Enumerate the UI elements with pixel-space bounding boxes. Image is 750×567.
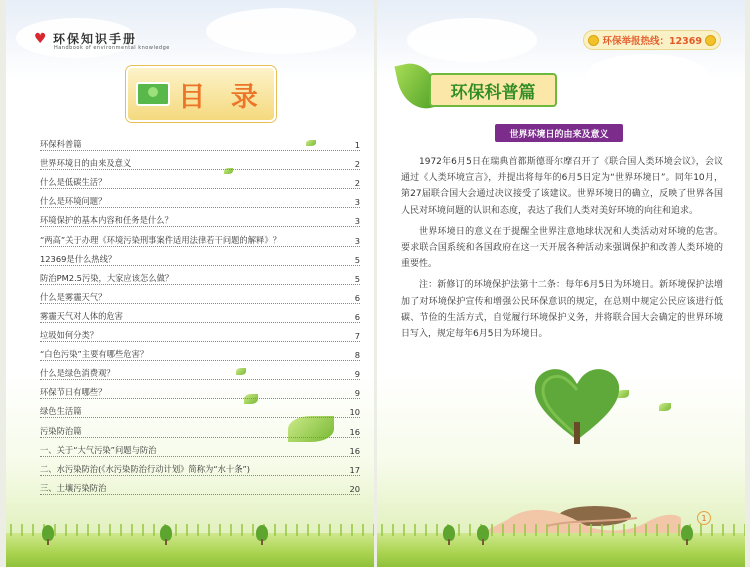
toc-item-title: 污染防治篇 bbox=[40, 425, 82, 436]
toc-item-page: 16 bbox=[349, 445, 360, 456]
sun-icon bbox=[588, 35, 599, 46]
section-title: 环保科普篇 bbox=[429, 73, 557, 107]
tree-icon bbox=[477, 525, 489, 541]
toc-item-page: 5 bbox=[354, 254, 360, 265]
toc-item-page: 7 bbox=[354, 331, 360, 342]
toc-row[interactable] bbox=[40, 304, 360, 323]
toc-item-title: “白色污染”主要有哪些危害？ bbox=[40, 349, 149, 360]
toc-title: 目 录 bbox=[178, 81, 266, 113]
toc-item-title: 环境保护的基本内容和任务是什么？ bbox=[40, 215, 173, 226]
toc-item-page: 5 bbox=[354, 273, 360, 284]
money-icon bbox=[136, 82, 170, 106]
toc-row[interactable] bbox=[40, 285, 360, 304]
tree-icon bbox=[160, 525, 172, 541]
toc-row[interactable] bbox=[40, 476, 360, 495]
heart-icon: ♥ bbox=[34, 30, 47, 47]
toc-item-title: 什么是低碳生活？ bbox=[40, 177, 107, 188]
hotline-badge bbox=[583, 30, 721, 50]
heart-tree-icon bbox=[531, 362, 623, 444]
toc-item-title: 一、关于“大气污染”问题与防治 bbox=[40, 444, 157, 455]
toc-row[interactable] bbox=[40, 266, 360, 285]
right-page bbox=[377, 0, 745, 567]
toc-item-title: 垃圾如何分类？ bbox=[40, 330, 99, 341]
paragraph: 世界环境日的意义在于提醒全世界注意地球状况和人类活动对环境的危害。要求联合国系统和各国政府在这一天开展各种活动来强调保护和改善人类环境的重要性。 bbox=[401, 226, 723, 270]
toc-item-page: 1 bbox=[354, 140, 360, 151]
toc-item-page: 20 bbox=[349, 483, 360, 494]
paragraph: 注：新修订的环境保护法第十二条：每年6月5日为环境日。新环境保护法增加了对环境保护宣传和增强公民环保意识的规定，在总则中规定公民应该进行低碳、节俭的生活方式，自觉履行环境保护义务，并将联合国大会确定的世界环境日写入，规定每年6月5日为环境日。 bbox=[401, 280, 723, 340]
toc-item-title: “两高”关于办理《环境污染刑事案件适用法律若干问题的解释》？ bbox=[40, 234, 281, 245]
toc-row[interactable] bbox=[40, 457, 360, 476]
toc-item-page: 3 bbox=[354, 235, 360, 246]
toc-item-page: 8 bbox=[354, 350, 360, 361]
toc-row[interactable] bbox=[40, 189, 360, 208]
toc-item-title: 什么是雾霾天气？ bbox=[40, 291, 107, 302]
toc-item-title: 什么是环境问题？ bbox=[40, 196, 107, 207]
toc-item-title: 环保节日有哪些？ bbox=[40, 387, 107, 398]
tree-icon bbox=[443, 525, 455, 541]
toc-item-title: 防治PM2.5污染，大家应该怎么做？ bbox=[40, 272, 174, 283]
toc-item-page: 16 bbox=[349, 426, 360, 437]
toc-item-page: 3 bbox=[354, 197, 360, 208]
cloud bbox=[587, 54, 707, 94]
toc-item-page: 6 bbox=[354, 292, 360, 303]
article-body bbox=[401, 154, 723, 347]
tree-icon bbox=[681, 525, 693, 541]
hotline-text: 环保举报热线：12369 bbox=[602, 36, 702, 47]
toc-header bbox=[126, 66, 276, 122]
toc-row[interactable] bbox=[40, 361, 360, 380]
toc-row[interactable] bbox=[40, 132, 360, 151]
tree-icon bbox=[42, 525, 54, 541]
page-number: 1 bbox=[697, 511, 711, 525]
toc-row[interactable] bbox=[40, 247, 360, 266]
cloud bbox=[206, 8, 356, 54]
toc-row[interactable] bbox=[40, 438, 360, 457]
toc-item-page: 6 bbox=[354, 311, 360, 322]
toc-item-page: 9 bbox=[354, 369, 360, 380]
toc-item-title: 环保科普篇 bbox=[40, 139, 82, 150]
toc-row[interactable] bbox=[40, 342, 360, 361]
cloud bbox=[407, 18, 537, 62]
toc-row[interactable] bbox=[40, 418, 360, 437]
toc-row[interactable] bbox=[40, 227, 360, 246]
toc-item-title: 二、水污染防治(《水污染防治行动计划》简称为“水十条”) bbox=[40, 463, 251, 474]
sun-icon bbox=[705, 35, 716, 46]
toc-item-page: 2 bbox=[354, 159, 360, 170]
toc-item-title: 什么是绿色消费观？ bbox=[40, 368, 115, 379]
toc-item-page: 17 bbox=[349, 464, 360, 475]
toc-row[interactable] bbox=[40, 380, 360, 399]
toc-item-title: 绿色生活篇 bbox=[40, 406, 82, 417]
toc-item-page: 10 bbox=[349, 407, 360, 418]
toc-item-page: 3 bbox=[354, 216, 360, 227]
toc-row[interactable] bbox=[40, 399, 360, 418]
toc-row[interactable] bbox=[40, 323, 360, 342]
toc-item-title: 世界环境日的由来及意义 bbox=[40, 158, 132, 169]
subtitle-ribbon: 世界环境日的由来及意义 bbox=[495, 124, 623, 142]
logo-title: 环保知识手册 bbox=[53, 32, 138, 46]
tree-icon bbox=[256, 525, 268, 541]
toc-list bbox=[40, 132, 360, 495]
toc-row[interactable] bbox=[40, 208, 360, 227]
left-page bbox=[6, 0, 374, 567]
toc-item-title: 雾霾天气对人体的危害 bbox=[40, 310, 123, 321]
grass-decoration bbox=[6, 533, 374, 567]
toc-item-title: 12369是什么热线？ bbox=[40, 253, 117, 264]
paragraph: 1972年6月5日在瑞典首都斯德哥尔摩召开了《联合国人类环境会议》，会议通过《人类环境宣言》，并提出将每年的6月5日定为“世界环境日”。同年10月，第27届联合国大会通过决议接受了该建议。世界环境日的确立，反映了世界各国人民对环境问题的认识和态度，表达了我们人类对美好环境的向往和追求。 bbox=[401, 157, 723, 216]
toc-item-title: 三、土壤污染防治 bbox=[40, 482, 107, 493]
toc-item-page: 2 bbox=[354, 178, 360, 189]
toc-row[interactable] bbox=[40, 151, 360, 170]
toc-item-page: 9 bbox=[354, 388, 360, 399]
logo-subtitle: Handbook of environmental knowledge bbox=[54, 45, 170, 51]
toc-row[interactable] bbox=[40, 170, 360, 189]
leaf-icon bbox=[659, 403, 671, 411]
